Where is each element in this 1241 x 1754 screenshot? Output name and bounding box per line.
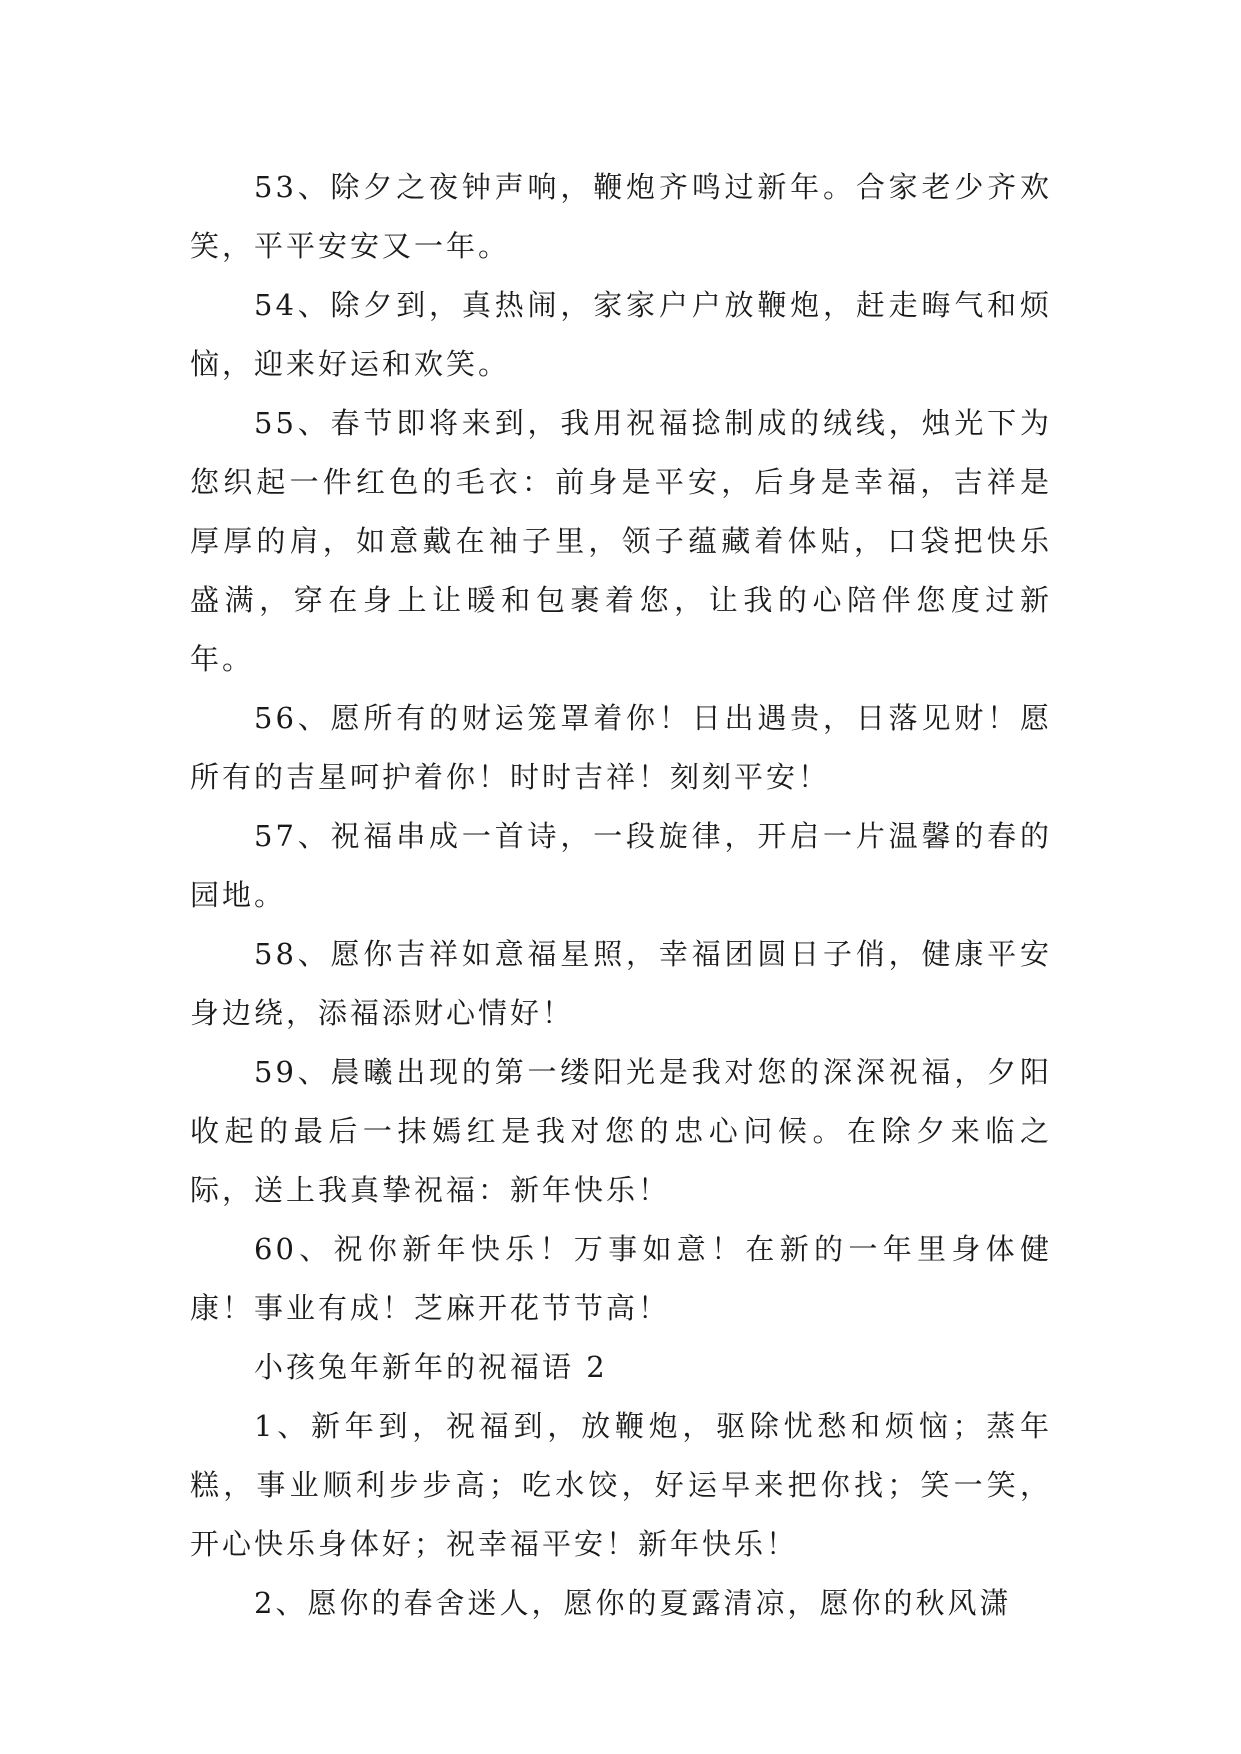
paragraph-58: 58、愿你吉祥如意福星照，幸福团圆日子俏，健康平安身边绕，添福添财心情好！ bbox=[190, 937, 1052, 1030]
section-heading: 小孩兔年新年的祝福语 2 bbox=[254, 1350, 608, 1384]
paragraph-59: 59、晨曦出现的第一缕阳光是我对您的深深祝福，夕阳收起的最后一抹嫣红是我对您的忠心问候。在除夕来临之际，送上我真挚祝福：新年快乐！ bbox=[190, 1055, 1052, 1207]
paragraph-2: 2、愿你的春舍迷人，愿你的夏露清凉，愿你的秋风潇 bbox=[254, 1586, 1012, 1620]
paragraph-57: 57、祝福串成一首诗，一段旋律，开启一片温馨的春的园地。 bbox=[190, 819, 1052, 912]
paragraph-56: 56、愿所有的财运笼罩着你！日出遇贵，日落见财！愿所有的吉星呵护着你！时时吉祥！刻刻平安！ bbox=[190, 701, 1052, 794]
paragraph-53: 53、除夕之夜钟声响，鞭炮齐鸣过新年。合家老少齐欢笑，平平安安又一年。 bbox=[190, 170, 1052, 263]
paragraph-60: 60、祝你新年快乐！万事如意！在新的一年里身体健康！事业有成！芝麻开花节节高！ bbox=[190, 1232, 1052, 1325]
paragraph-54: 54、除夕到，真热闹，家家户户放鞭炮，赶走晦气和烦恼，迎来好运和欢笑。 bbox=[190, 288, 1052, 381]
paragraph-1: 1、新年到，祝福到，放鞭炮，驱除忧愁和烦恼；蒸年糕，事业顺利步步高；吃水饺，好运早来把你找；笑一笑，开心快乐身体好；祝幸福平安！新年快乐！ bbox=[190, 1409, 1052, 1561]
paragraph-55: 55、春节即将来到，我用祝福捻制成的绒线，烛光下为您织起一件红色的毛衣：前身是平安，后身是幸福，吉祥是厚厚的肩，如意戴在袖子里，领子蕴藏着体贴，口袋把快乐盛满，穿在身上让暖和包裹着您，让我的心陪伴您度过新年。 bbox=[190, 406, 1052, 676]
document-body bbox=[190, 158, 1052, 1633]
